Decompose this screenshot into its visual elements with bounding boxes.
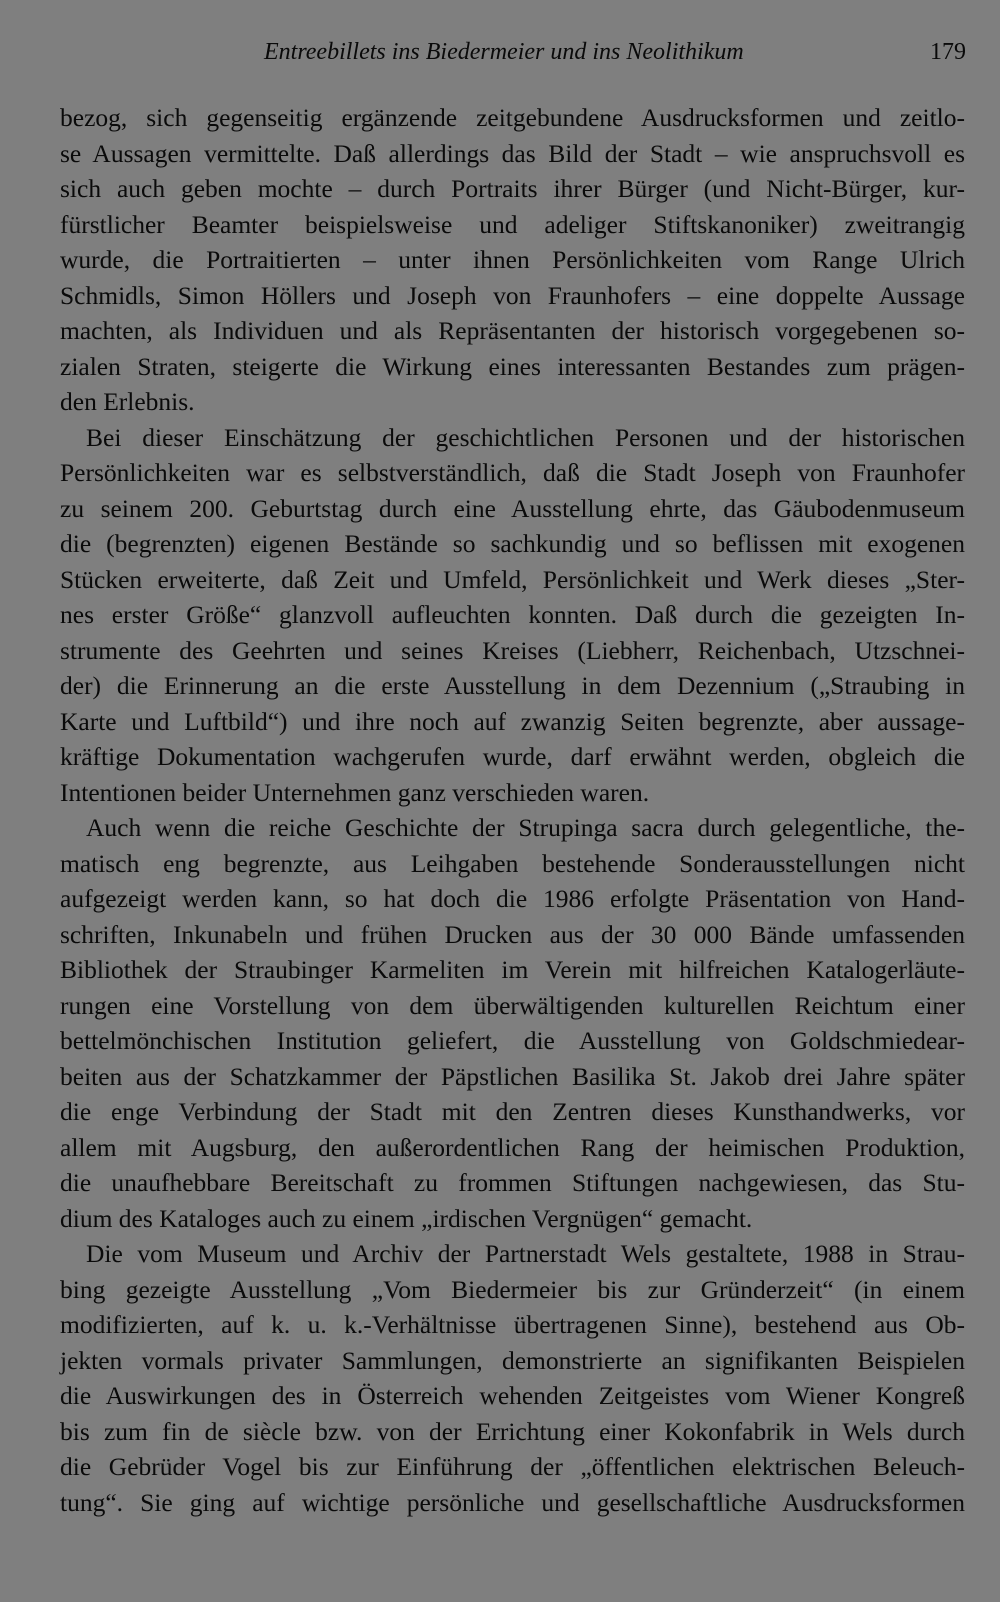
text-line: sich auch geben mochte – durch Portraits ihrer Bürger (und Nicht-Bürger, kur-	[60, 174, 965, 203]
body-text	[60, 100, 965, 1520]
text-line: tung“. Sie ging auf wichtige persönliche und gesellschaftliche Ausdrucksformen	[60, 1487, 965, 1517]
running-head	[60, 34, 966, 70]
page-number: 179	[930, 39, 966, 65]
text-line: Stücken erweiterte, daß Zeit und Umfeld, Persönlichkeit und Werk dieses „Ster-	[60, 564, 965, 594]
text-line: aufgezeigt werden kann, so hat doch die 1986 erfolgte Präsentation von Hand-	[60, 884, 965, 913]
text-line: modifizierten, auf k. u. k.-Verhältnisse übertragenen Sinne), bestehend aus Ob-	[60, 1310, 965, 1339]
text-line: die Auswirkungen des in Österreich wehenden Zeitgeistes vom Wiener Kongreß	[60, 1381, 965, 1410]
paragraph-3	[60, 810, 965, 1236]
text-line: jekten vormals privater Sammlungen, demonstrierte an signifikanten Beispielen	[60, 1345, 965, 1375]
text-line: bettelmönchischen Institution geliefert, die Ausstellung von Goldschmiedear-	[60, 1026, 965, 1055]
text-line: Persönlichkeiten war es selbstverständlich, daß die Stadt Joseph von Fraunhofer	[60, 458, 965, 487]
text-line: rungen eine Vorstellung von dem überwältigenden kulturellen Reichtum einer	[60, 990, 965, 1020]
text-line: zu seinem 200. Geburtstag durch eine Ausstellung ehrte, das Gäubodenmuseum	[60, 493, 965, 523]
text-line: machten, als Individuen und als Repräsentanten der historisch vorgegebenen so-	[60, 316, 965, 345]
text-line: kräftige Dokumentation wachgerufen wurde, darf erwähnt werden, obgleich die	[60, 742, 965, 771]
text-line: wurde, die Portraitierten – unter ihnen Persönlichkeiten vom Range Ulrich	[60, 245, 965, 274]
text-line: bezog, sich gegenseitig ergänzende zeitgebundene Ausdrucksformen und zeitlo-	[60, 103, 965, 132]
text-line: bis zum fin de siècle bzw. von der Errichtung einer Kokonfabrik in Wels durch	[60, 1416, 965, 1446]
text-line: zialen Straten, steigerte die Wirkung eines interessanten Bestandes zum prägen-	[60, 351, 965, 381]
paragraph-1	[60, 100, 965, 420]
text-line: se Aussagen vermittelte. Daß allerdings das Bild der Stadt – wie anspruchsvoll es	[60, 138, 965, 168]
text-line: bing gezeigte Ausstellung „Vom Biedermeier bis zur Gründerzeit“ (in einem	[60, 1274, 965, 1304]
text-line: den Erlebnis.	[60, 387, 195, 416]
text-line: der) die Erinnerung an die erste Ausstellung in dem Dezennium („Straubing in	[60, 671, 965, 700]
text-line: Intentionen beider Unternehmen ganz verschieden waren.	[60, 777, 650, 807]
running-title: Entreebillets ins Biedermeier und ins Neolithikum	[264, 39, 744, 65]
text-line: Schmidls, Simon Höllers und Joseph von Fraunhofers – eine doppelte Aussage	[60, 280, 965, 310]
text-line: fürstlicher Beamter beispielsweise und adeliger Stiftskanoniker) zweitrangig	[60, 209, 965, 239]
text-line: Karte und Luftbild“) und ihre noch auf zwanzig Seiten begrenzte, aber aussage-	[60, 706, 965, 736]
text-line: die Gebrüder Vogel bis zur Einführung der „öffentlichen elektrischen Beleuch-	[60, 1452, 965, 1481]
text-line: die (begrenzten) eigenen Bestände so sachkundig und so beflissen mit exogenen	[60, 529, 965, 558]
text-line: matisch eng begrenzte, aus Leihgaben bestehende Sonderausstellungen nicht	[60, 848, 965, 878]
text-line: strumente des Geehrten und seines Kreises (Liebherr, Reichenbach, Utzschnei-	[60, 635, 965, 665]
text-line: Auch wenn die reiche Geschichte der Strupinga sacra durch gelegentliche, the-	[86, 813, 965, 842]
text-line: Bibliothek der Straubinger Karmeliten im Verein mit hilfreichen Katalogerläute-	[60, 955, 965, 984]
text-line: allem mit Augsburg, den außerordentlichen Rang der heimischen Produktion,	[60, 1132, 965, 1162]
text-line: beiten aus der Schatzkammer der Päpstlichen Basilika St. Jakob drei Jahre später	[60, 1061, 965, 1091]
text-line: die unaufhebbare Bereitschaft zu frommen Stiftungen nachgewiesen, das Stu-	[60, 1168, 965, 1197]
text-line: Die vom Museum und Archiv der Partnerstadt Wels gestaltete, 1988 in Strau-	[86, 1239, 965, 1268]
text-line: die enge Verbindung der Stadt mit den Zentren dieses Kunsthandwerks, vor	[60, 1097, 965, 1126]
text-line: Bei dieser Einschätzung der geschichtlichen Personen und der historischen	[86, 422, 965, 452]
text-line: schriften, Inkunabeln und frühen Drucken aus der 30 000 Bände umfassenden	[60, 919, 965, 949]
paragraph-4	[60, 1236, 965, 1520]
text-line: dium des Kataloges auch zu einem „irdischen Vergnügen“ gemacht.	[60, 1203, 753, 1233]
paragraph-2	[60, 420, 965, 811]
text-line: nes erster Größe“ glanzvoll aufleuchten konnten. Daß durch die gezeigten In-	[60, 600, 965, 629]
